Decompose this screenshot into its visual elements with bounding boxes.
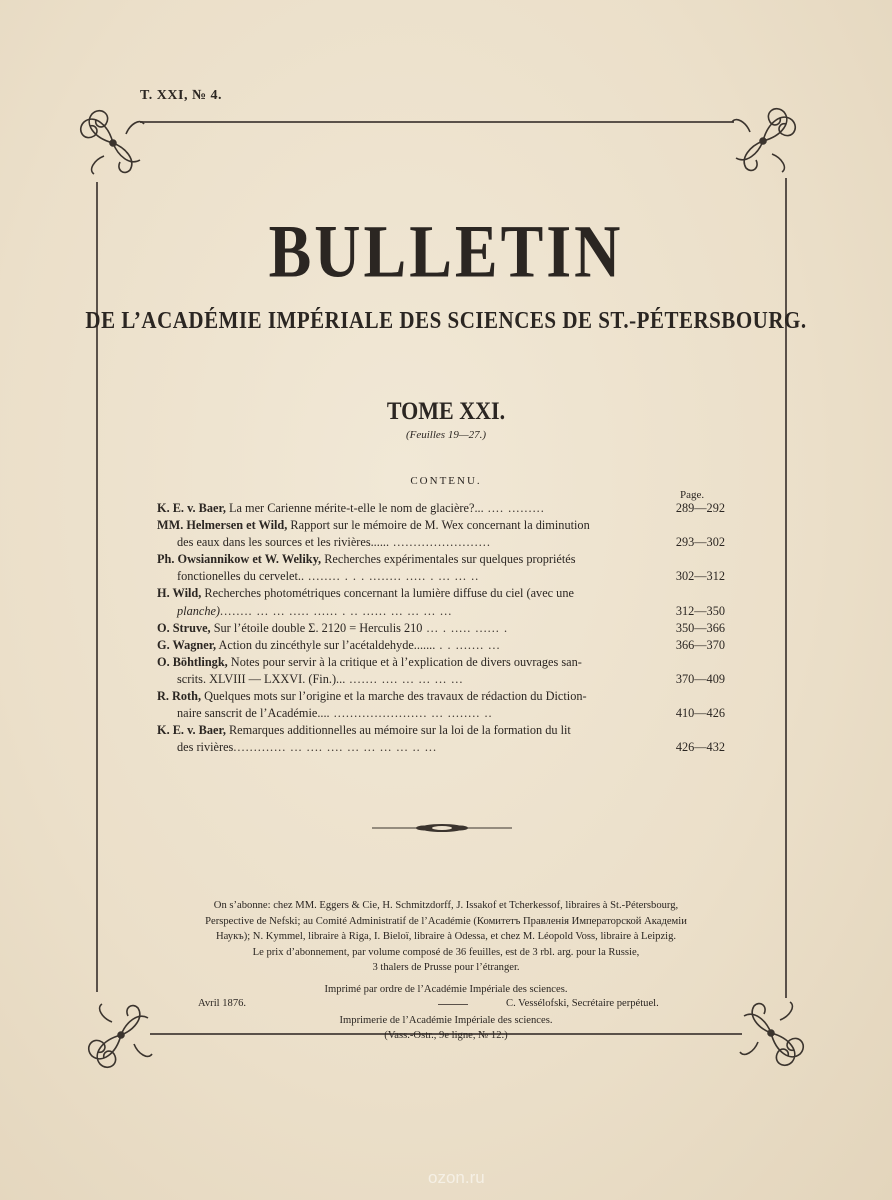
toc-pages: 410—426 bbox=[675, 706, 725, 721]
toc-title: Action du zincéthyle sur l’acétaldehyde....... bbox=[216, 637, 436, 652]
watermark: ozon.ru bbox=[428, 1168, 485, 1187]
toc-author: R. Roth, bbox=[157, 689, 202, 704]
toc-leader: .... ......... bbox=[483, 501, 545, 515]
toc-title: fonctionelles du cervelet.. bbox=[177, 569, 305, 584]
toc-line bbox=[157, 585, 725, 602]
toc-title: Recherches expérimentales sur quelques propriétés bbox=[321, 552, 576, 567]
divider-ornament bbox=[372, 822, 512, 834]
contenu-heading: CONTENU. bbox=[410, 475, 482, 487]
toc-pages: 293—302 bbox=[675, 535, 725, 550]
toc-title: Remarques additionnelles au mémoire sur la loi de la formation du lit bbox=[225, 723, 571, 738]
toc-line bbox=[157, 637, 725, 654]
toc-line bbox=[157, 671, 725, 688]
toc-pages: 366—370 bbox=[675, 637, 725, 652]
toc-author: K. E. v. Baer, bbox=[157, 501, 226, 515]
toc-leader: ........................ bbox=[389, 535, 491, 550]
separator-dash bbox=[438, 1004, 468, 1005]
toc-line bbox=[157, 620, 725, 637]
toc-leader: ............. ... .... .... ... ... ... ... .. ... bbox=[233, 740, 438, 755]
page-column-header: Page. bbox=[680, 489, 705, 501]
academy-subtitle: DE L’ACADÉMIE IMPÉRIALE DES SCIENCES DE ST.-PÉTERSBOURG. bbox=[85, 306, 807, 334]
toc-author: Ph. Owsiannikow et W. Weliky, bbox=[157, 552, 322, 567]
toc-author: O. Struve, bbox=[157, 620, 211, 635]
toc-line bbox=[157, 739, 725, 756]
toc-author: O. Böhtlingk, bbox=[157, 654, 228, 669]
bulletin-title: BULLETIN bbox=[268, 209, 624, 293]
toc-leader: . . ....... ... bbox=[435, 637, 501, 652]
tome-heading: TOME XXI. bbox=[386, 396, 506, 425]
toc-pages: 289—292 bbox=[675, 501, 725, 515]
toc-title: scrits. XLVIII — LXXVI. (Fin.)... bbox=[177, 671, 346, 686]
toc-line bbox=[157, 568, 725, 585]
toc-leader: ... . ..... ...... . bbox=[422, 620, 509, 635]
corner-ornament-top-left bbox=[74, 104, 152, 182]
toc-leader: ....... .... ... ... ... ... bbox=[345, 671, 464, 686]
toc-title: des eaux dans les sources et les rivières...... bbox=[177, 535, 390, 550]
toc-line bbox=[157, 534, 725, 551]
toc-pages: 302—312 bbox=[675, 569, 725, 584]
toc-title: planche) bbox=[177, 603, 221, 618]
imprime-note: Imprimé par ordre de l’Académie Impériale des sciences. bbox=[324, 984, 568, 995]
printer-address: (Vass.-Ostr., 9e ligne, № 12.) bbox=[384, 1030, 508, 1041]
footer-line: 3 thalers de Prusse pour l’étranger. bbox=[372, 962, 520, 973]
frame-top-line bbox=[140, 121, 734, 123]
toc-author: H. Wild, bbox=[157, 586, 202, 601]
footer-line: On s’abonne: chez MM. Eggers & Cie, H. Schmitzdorff, J. Issakof et Tcherkessof, libraires à St.-Pétersbourg, bbox=[213, 900, 679, 911]
toc-title: des rivières bbox=[177, 740, 234, 755]
toc-pages: 426—432 bbox=[675, 740, 725, 755]
toc-author: G. Wagner, bbox=[157, 637, 217, 652]
printer-name: Imprimerie de l’Académie Impériale des sciences. bbox=[339, 1015, 553, 1026]
toc-title: Notes pour servir à la critique et à l’explication de divers ouvrages san- bbox=[227, 654, 582, 669]
issue-mark: T. XXI, № 4. bbox=[140, 88, 223, 103]
toc-line bbox=[157, 517, 725, 534]
toc-title: Quelques mots sur l’origine et la marche des travaux de rédaction du Diction- bbox=[201, 689, 587, 704]
toc-title: La mer Carienne mérite-t-elle le nom de glacière?... bbox=[225, 501, 484, 515]
toc-author: K. E. v. Baer, bbox=[157, 723, 226, 738]
toc-title: Recherches photométriques concernant la lumière diffuse du ciel (avec une bbox=[201, 586, 574, 601]
table-of-contents bbox=[157, 500, 725, 756]
corner-ornament-top-right bbox=[724, 102, 802, 180]
toc-title: Rapport sur le mémoire de M. Wex concernant la diminution bbox=[287, 518, 590, 533]
toc-pages: 370—409 bbox=[675, 671, 725, 686]
toc-line bbox=[157, 722, 725, 739]
footer-line: Наукъ); N. Kymmel, libraire à Riga, I. Bieloï, libraire à Odessa, et chez M. Léopold Voss, libraire à Leipzig. bbox=[215, 931, 677, 942]
toc-line bbox=[157, 688, 725, 705]
toc-pages: 350—366 bbox=[675, 620, 725, 635]
publication-date: Avril 1876. bbox=[198, 998, 247, 1009]
toc-line bbox=[157, 551, 725, 568]
toc-author: MM. Helmersen et Wild, bbox=[157, 518, 288, 533]
footer-line: Le prix d’abonnement, par volume composé de 36 feuilles, est de 3 rbl. arg. pour la Russie, bbox=[252, 946, 640, 958]
toc-line bbox=[157, 603, 725, 620]
feuilles-note: (Feuilles 19—27.) bbox=[405, 429, 487, 441]
toc-line bbox=[157, 500, 725, 517]
secretary-signature: C. Vessélofski, Secrétaire perpétuel. bbox=[506, 998, 659, 1009]
footer-line: Perspective de Nefski; au Comité Administratif de l’Académie (Комитетъ Правленія Императорской Академіи bbox=[205, 915, 687, 927]
toc-title: naire sanscrit de l’Académie.... bbox=[177, 706, 330, 721]
toc-title: Sur l’étoile double Σ. 2120 = Herculis 210 bbox=[210, 620, 423, 635]
toc-leader: ........ ... ... ..... ...... . .. ...... ... ... ... ... bbox=[220, 603, 453, 618]
subscription-info bbox=[130, 898, 762, 976]
toc-line bbox=[157, 705, 725, 722]
toc-pages: 312—350 bbox=[675, 603, 725, 618]
frame-right-line bbox=[785, 178, 787, 998]
toc-line bbox=[157, 654, 725, 671]
toc-leader: ....................... ... ........ .. bbox=[329, 706, 493, 721]
toc-leader: ........ . . . ........ ..... . ... ... .. bbox=[304, 569, 480, 584]
frame-left-line bbox=[96, 182, 98, 992]
